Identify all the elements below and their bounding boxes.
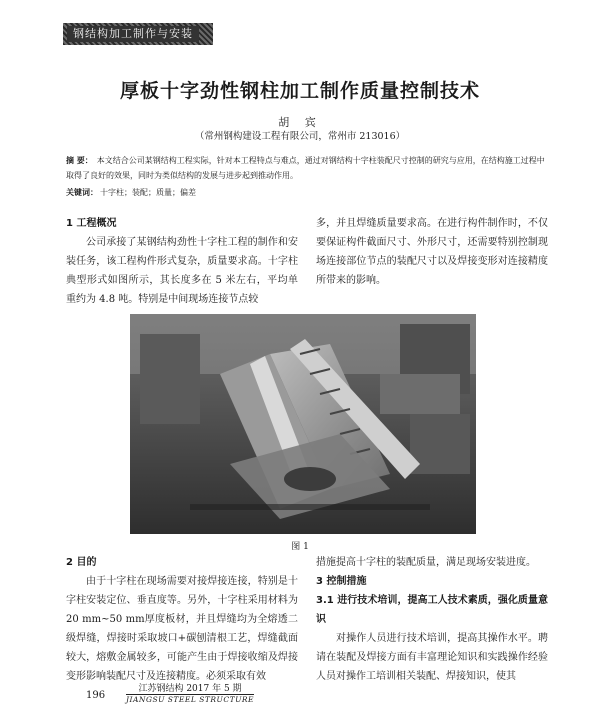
keywords (66, 187, 551, 198)
abstract-label: 摘 要： (66, 155, 93, 165)
article-affiliation: （常州钢构建设工程有限公司，常州市 213016） (194, 131, 406, 142)
section-2-continuation: 措施提高十字柱的装配质量，满足现场安装进度。 (316, 557, 536, 568)
section-2-paragraph: 由于十字柱在现场需要对接焊接连接，特别是十字柱安装定位、垂直度等。另外，十字柱采用材料为 20 mm~50 mm厚度板材，并且焊缝均为全熔透二级焊缝，焊接时采取坡口+碳刨清根工艺，焊缝截面较大，熔敷金属较多，可能产生由于焊接收缩及焊接变形影响装配尺寸及连接精度。必须采取有效 (66, 576, 298, 682)
journal-name-en: JIANGSU STEEL STRUCTURE (126, 695, 255, 704)
right-column-top (316, 214, 548, 290)
section-3-heading: 3 控制措施 (316, 576, 367, 587)
left-column-bottom (66, 553, 298, 686)
keywords-label: 关键词： (66, 187, 98, 197)
abstract-text: 本文结合公司某钢结构工程实际，针对本工程特点与难点，通过对钢结构十字柱装配尺寸控制的研究与应用，在结构施工过程中取得了良好的效果，同时为类似结构的发展与进步起到推动作用。 (66, 156, 545, 180)
section-1-heading: 1 工程概况 (66, 218, 117, 229)
page-number: 196 (86, 690, 106, 701)
section-1-continuation: 多，并且焊缝质量要求高。在进行构件制作时，不仅要保证构件截面尺寸、外形尺寸，还需要特别控制现场连接部位节点的装配尺寸以及焊接变形对连接精度所带来的影响。 (316, 218, 548, 286)
article-author: 胡 宾 (278, 116, 322, 129)
journal-name-cn: 江苏钢结构 2017 年 5 期 (138, 684, 242, 694)
right-column-bottom (316, 553, 548, 686)
section-tag: 钢结构加工制作与安装 (67, 26, 199, 42)
figure-caption: 图 1 (291, 542, 309, 552)
journal-footer (126, 684, 254, 705)
section-3-1-heading: 3.1 进行技术培训，提高工人技术素质，强化质量意识 (316, 595, 548, 625)
section-2-heading: 2 目的 (66, 557, 97, 568)
keywords-text: 十字柱；装配；质量；偏差 (100, 188, 196, 197)
figure-photo (130, 314, 476, 534)
section-banner (63, 23, 213, 45)
section-3-1-paragraph: 对操作人员进行技术培训，提高其操作水平。聘请在装配及焊接方面有丰富理论知识和实践操作经验人员对操作工培训相关装配、焊接知识，使其 (316, 633, 548, 682)
steel-column-photo (130, 314, 476, 534)
section-1-paragraph: 公司承接了某钢结构劲性十字柱工程的制作和安装任务，该工程构件形式复杂，质量要求高。十字柱典型形式如图所示，其长度多在 5 米左右，平均单重约为 4.8 吨。特别是中间现场连接节点较 (66, 237, 298, 305)
abstract (66, 153, 551, 183)
left-column-top (66, 214, 298, 309)
article-title: 厚板十字劲性钢柱加工制作质量控制技术 (119, 80, 480, 102)
